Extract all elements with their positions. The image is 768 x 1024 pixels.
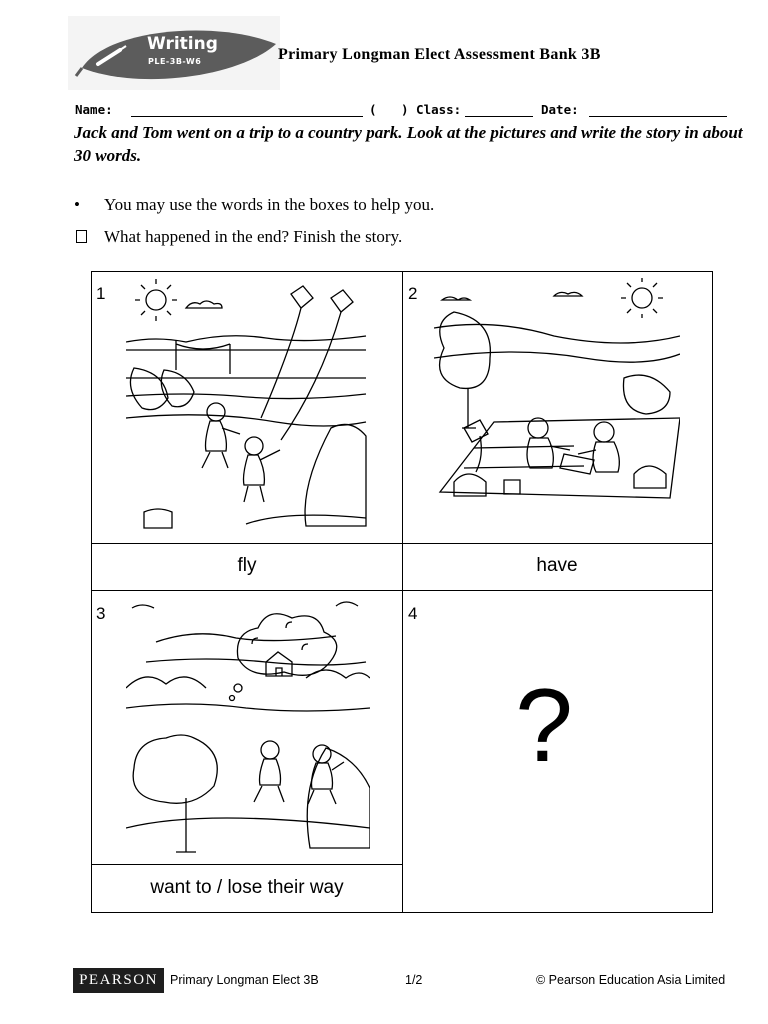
hint-item	[74, 195, 434, 215]
name-field[interactable]	[131, 116, 363, 117]
class-field[interactable]	[465, 116, 533, 117]
lost-in-woods-picture	[126, 598, 370, 858]
kite-flying-picture	[126, 278, 370, 530]
date-field[interactable]	[589, 116, 727, 117]
page-title: Primary Longman Elect Assessment Bank 3B	[278, 46, 601, 63]
prompt-word: have	[536, 555, 578, 576]
footer-book: Primary Longman Elect 3B	[170, 973, 319, 987]
pearson-logo: PEARSON	[73, 968, 164, 993]
page-number: 1/2	[405, 973, 423, 987]
picnic-picture	[434, 278, 680, 530]
panel-number: 1	[96, 284, 106, 303]
hint-item	[74, 227, 402, 247]
checkbox-icon	[74, 227, 104, 247]
hint-text: You may use the words in the boxes to help you.	[104, 195, 435, 214]
date-label: Date:	[541, 102, 579, 117]
name-label: Name:	[75, 102, 113, 117]
copyright: © Pearson Education Asia Limited	[536, 973, 726, 987]
instruction-text: Jack and Tom went on a trip to a country park. Look at the pictures and write the story in about 30 words.	[74, 123, 743, 165]
prompt-word: want to / lose their way	[150, 877, 344, 898]
panel-number: 4	[408, 604, 418, 623]
question-mark: ?	[515, 668, 573, 784]
student-fields	[75, 98, 735, 120]
badge-title: Writing	[147, 34, 218, 54]
bullet-icon: •	[74, 195, 80, 214]
picture-grid	[91, 271, 713, 913]
panel-number: 2	[408, 284, 418, 303]
class-number-open: (	[369, 102, 377, 117]
badge-code: PLE-3B-W6	[148, 57, 202, 66]
class-label: ) Class:	[401, 102, 462, 117]
panel-number: 3	[96, 604, 106, 623]
prompt-word: fly	[237, 555, 257, 576]
hint-text: What happened in the end? Finish the story.	[104, 227, 403, 246]
